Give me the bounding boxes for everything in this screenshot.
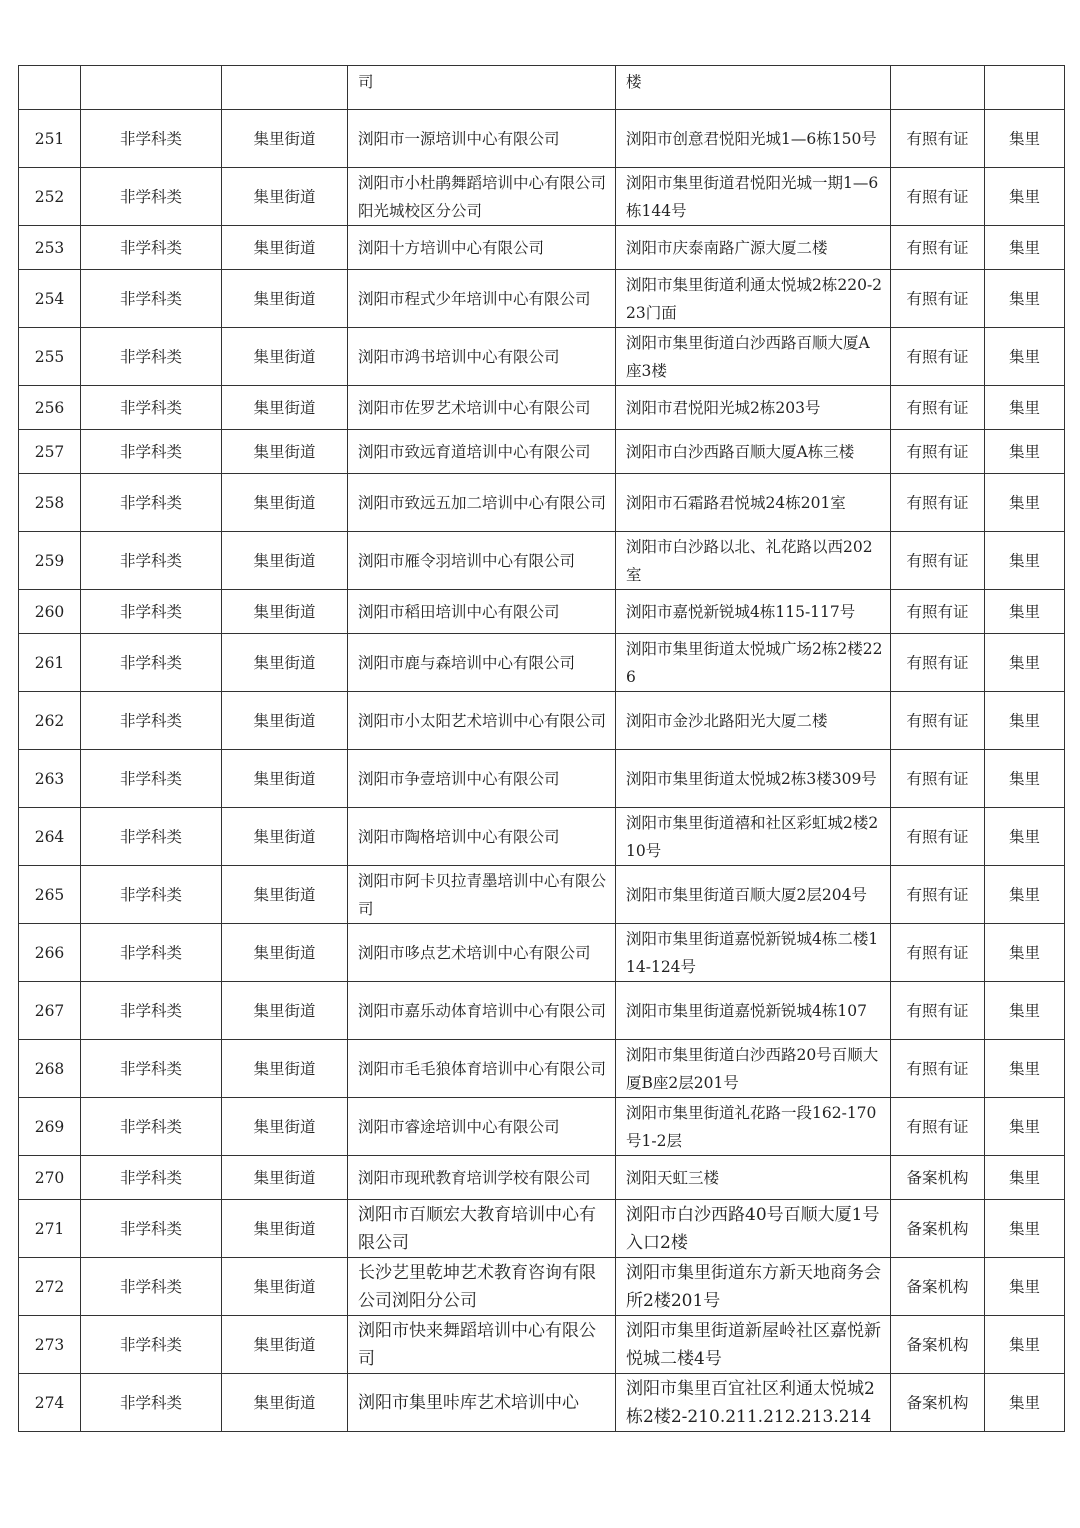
cell-category: 非学科类 [81, 430, 222, 474]
cell-name: 浏阳市集里咔库艺术培训中心 [348, 1374, 616, 1432]
cell-address: 浏阳市嘉悦新锐城4栋115-117号 [616, 590, 891, 634]
cell-category: 非学科类 [81, 866, 222, 924]
cell-status: 有照有证 [891, 1040, 985, 1098]
table-row [19, 1098, 1065, 1156]
cell-address: 浏阳天虹三楼 [616, 1156, 891, 1200]
cell-street: 集里街道 [222, 1098, 348, 1156]
cell-name: 浏阳市小杜鹃舞蹈培训中心有限公司阳光城校区分公司 [348, 168, 616, 226]
cell-status: 有照有证 [891, 982, 985, 1040]
cell-street: 集里街道 [222, 590, 348, 634]
table-row [19, 924, 1065, 982]
cell-category: 非学科类 [81, 328, 222, 386]
cell-name: 长沙艺里乾坤艺术教育咨询有限公司浏阳分公司 [348, 1258, 616, 1316]
cell-street [222, 66, 348, 110]
table-row [19, 692, 1065, 750]
cell-name: 浏阳市致远育道培训中心有限公司 [348, 430, 616, 474]
table-row [19, 226, 1065, 270]
table-row [19, 270, 1065, 328]
table-row [19, 590, 1065, 634]
cell-address: 浏阳市集里街道君悦阳光城一期1—6栋144号 [616, 168, 891, 226]
cell-street: 集里街道 [222, 1316, 348, 1374]
cell-category: 非学科类 [81, 1156, 222, 1200]
cell-status: 有照有证 [891, 270, 985, 328]
cell-category: 非学科类 [81, 1200, 222, 1258]
cell-category: 非学科类 [81, 168, 222, 226]
cell-street: 集里街道 [222, 328, 348, 386]
cell-category: 非学科类 [81, 924, 222, 982]
cell-address: 浏阳市集里街道礼花路一段162-170号1-2层 [616, 1098, 891, 1156]
cell-street: 集里街道 [222, 474, 348, 532]
cell-name: 司 [348, 66, 616, 110]
table-row [19, 168, 1065, 226]
cell-status: 有照有证 [891, 1098, 985, 1156]
cell-address: 浏阳市君悦阳光城2栋203号 [616, 386, 891, 430]
cell-category: 非学科类 [81, 226, 222, 270]
cell-number: 274 [19, 1374, 81, 1432]
cell-number: 260 [19, 590, 81, 634]
cell-address: 浏阳市石霜路君悦城24栋201室 [616, 474, 891, 532]
cell-street: 集里街道 [222, 1156, 348, 1200]
cell-category: 非学科类 [81, 634, 222, 692]
cell-address: 浏阳市集里街道东方新天地商务会所2楼201号 [616, 1258, 891, 1316]
cell-category: 非学科类 [81, 1040, 222, 1098]
cell-number: 254 [19, 270, 81, 328]
cell-name: 浏阳市鹿与森培训中心有限公司 [348, 634, 616, 692]
table-row [19, 634, 1065, 692]
cell-area: 集里 [985, 532, 1065, 590]
cell-name: 浏阳市哆点艺术培训中心有限公司 [348, 924, 616, 982]
cell-category: 非学科类 [81, 1374, 222, 1432]
cell-number: 263 [19, 750, 81, 808]
cell-address: 浏阳市集里街道新屋岭社区嘉悦新悦城二楼4号 [616, 1316, 891, 1374]
table-row [19, 982, 1065, 1040]
cell-category [81, 66, 222, 110]
cell-name: 浏阳市鸿书培训中心有限公司 [348, 328, 616, 386]
cell-status: 有照有证 [891, 924, 985, 982]
cell-category: 非学科类 [81, 532, 222, 590]
cell-category: 非学科类 [81, 1258, 222, 1316]
cell-area: 集里 [985, 430, 1065, 474]
cell-status: 有照有证 [891, 168, 985, 226]
cell-category: 非学科类 [81, 1316, 222, 1374]
cell-area: 集里 [985, 750, 1065, 808]
cell-street: 集里街道 [222, 1040, 348, 1098]
cell-status: 有照有证 [891, 110, 985, 168]
cell-name: 浏阳市陶格培训中心有限公司 [348, 808, 616, 866]
cell-area: 集里 [985, 270, 1065, 328]
cell-number: 259 [19, 532, 81, 590]
cell-category: 非学科类 [81, 270, 222, 328]
table-row [19, 532, 1065, 590]
cell-area: 集里 [985, 168, 1065, 226]
cell-number: 273 [19, 1316, 81, 1374]
cell-street: 集里街道 [222, 808, 348, 866]
cell-status: 备案机构 [891, 1200, 985, 1258]
cell-street: 集里街道 [222, 430, 348, 474]
cell-status: 有照有证 [891, 532, 985, 590]
cell-name: 浏阳十方培训中心有限公司 [348, 226, 616, 270]
cell-status: 有照有证 [891, 808, 985, 866]
cell-name: 浏阳市一源培训中心有限公司 [348, 110, 616, 168]
cell-number: 270 [19, 1156, 81, 1200]
cell-status: 备案机构 [891, 1316, 985, 1374]
cell-category: 非学科类 [81, 110, 222, 168]
cell-number: 256 [19, 386, 81, 430]
cell-status: 有照有证 [891, 692, 985, 750]
cell-status: 有照有证 [891, 430, 985, 474]
cell-area: 集里 [985, 1258, 1065, 1316]
table-row [19, 430, 1065, 474]
cell-area: 集里 [985, 866, 1065, 924]
table-row [19, 1374, 1065, 1432]
cell-name: 浏阳市程式少年培训中心有限公司 [348, 270, 616, 328]
cell-area: 集里 [985, 634, 1065, 692]
cell-number: 255 [19, 328, 81, 386]
cell-address: 浏阳市创意君悦阳光城1—6栋150号 [616, 110, 891, 168]
cell-status: 备案机构 [891, 1258, 985, 1316]
cell-name: 浏阳市嘉乐动体育培训中心有限公司 [348, 982, 616, 1040]
table-row [19, 386, 1065, 430]
cell-category: 非学科类 [81, 590, 222, 634]
cell-number: 264 [19, 808, 81, 866]
cell-street: 集里街道 [222, 924, 348, 982]
cell-number: 258 [19, 474, 81, 532]
cell-address: 浏阳市白沙西路40号百顺大厦1号入口2楼 [616, 1200, 891, 1258]
cell-street: 集里街道 [222, 634, 348, 692]
cell-status: 有照有证 [891, 386, 985, 430]
cell-name: 浏阳市阿卡贝拉青墨培训中心有限公司 [348, 866, 616, 924]
cell-area: 集里 [985, 110, 1065, 168]
table-row [19, 1316, 1065, 1374]
cell-number: 253 [19, 226, 81, 270]
cell-street: 集里街道 [222, 750, 348, 808]
cell-number: 251 [19, 110, 81, 168]
cell-name: 浏阳市睿途培训中心有限公司 [348, 1098, 616, 1156]
table-row [19, 110, 1065, 168]
cell-address: 浏阳市集里街道禧和社区彩虹城2楼210号 [616, 808, 891, 866]
cell-status: 有照有证 [891, 328, 985, 386]
cell-area [985, 66, 1065, 110]
table-row [19, 474, 1065, 532]
cell-status: 备案机构 [891, 1374, 985, 1432]
cell-number: 267 [19, 982, 81, 1040]
cell-area: 集里 [985, 808, 1065, 866]
cell-area: 集里 [985, 590, 1065, 634]
cell-status: 有照有证 [891, 866, 985, 924]
cell-name: 浏阳市致远五加二培训中心有限公司 [348, 474, 616, 532]
cell-category: 非学科类 [81, 474, 222, 532]
cell-name: 浏阳市争壹培训中心有限公司 [348, 750, 616, 808]
cell-address: 浏阳市集里街道太悦城2栋3楼309号 [616, 750, 891, 808]
cell-status: 有照有证 [891, 590, 985, 634]
cell-area: 集里 [985, 226, 1065, 270]
cell-name: 浏阳市现玳教育培训学校有限公司 [348, 1156, 616, 1200]
cell-category: 非学科类 [81, 1098, 222, 1156]
cell-category: 非学科类 [81, 750, 222, 808]
cell-street: 集里街道 [222, 1258, 348, 1316]
cell-category: 非学科类 [81, 808, 222, 866]
continuation-row [19, 66, 1065, 110]
cell-category: 非学科类 [81, 386, 222, 430]
cell-address: 楼 [616, 66, 891, 110]
cell-number: 261 [19, 634, 81, 692]
cell-area: 集里 [985, 1040, 1065, 1098]
cell-category: 非学科类 [81, 982, 222, 1040]
cell-status: 有照有证 [891, 634, 985, 692]
cell-address: 浏阳市集里百宜社区利通太悦城2栋2楼2-210.211.212.213.214 [616, 1374, 891, 1432]
cell-street: 集里街道 [222, 1374, 348, 1432]
cell-number: 269 [19, 1098, 81, 1156]
cell-address: 浏阳市集里街道太悦城广场2栋2楼226 [616, 634, 891, 692]
cell-number: 272 [19, 1258, 81, 1316]
cell-address: 浏阳市集里街道白沙西路20号百顺大厦B座2层201号 [616, 1040, 891, 1098]
cell-area: 集里 [985, 328, 1065, 386]
cell-name: 浏阳市雁令羽培训中心有限公司 [348, 532, 616, 590]
cell-number: 266 [19, 924, 81, 982]
cell-number [19, 66, 81, 110]
cell-number: 268 [19, 1040, 81, 1098]
cell-number: 262 [19, 692, 81, 750]
table-row [19, 1200, 1065, 1258]
cell-address: 浏阳市集里街道嘉悦新锐城4栋二楼114-124号 [616, 924, 891, 982]
cell-street: 集里街道 [222, 226, 348, 270]
cell-street: 集里街道 [222, 532, 348, 590]
table-row [19, 1040, 1065, 1098]
cell-street: 集里街道 [222, 110, 348, 168]
cell-name: 浏阳市快来舞蹈培训中心有限公司 [348, 1316, 616, 1374]
cell-status: 备案机构 [891, 1156, 985, 1200]
institution-table [18, 65, 1065, 1432]
cell-number: 257 [19, 430, 81, 474]
cell-status: 有照有证 [891, 226, 985, 270]
cell-street: 集里街道 [222, 982, 348, 1040]
cell-number: 252 [19, 168, 81, 226]
cell-name: 浏阳市小太阳艺术培训中心有限公司 [348, 692, 616, 750]
cell-area: 集里 [985, 1374, 1065, 1432]
cell-address: 浏阳市白沙西路百顺大厦A栋三楼 [616, 430, 891, 474]
cell-address: 浏阳市金沙北路阳光大厦二楼 [616, 692, 891, 750]
cell-status [891, 66, 985, 110]
cell-street: 集里街道 [222, 386, 348, 430]
cell-area: 集里 [985, 982, 1065, 1040]
cell-address: 浏阳市集里街道白沙西路百顺大厦A座3楼 [616, 328, 891, 386]
cell-address: 浏阳市集里街道嘉悦新锐城4栋107 [616, 982, 891, 1040]
cell-area: 集里 [985, 692, 1065, 750]
cell-street: 集里街道 [222, 1200, 348, 1258]
cell-address: 浏阳市庆泰南路广源大厦二楼 [616, 226, 891, 270]
cell-area: 集里 [985, 1156, 1065, 1200]
cell-area: 集里 [985, 474, 1065, 532]
table-row [19, 808, 1065, 866]
cell-address: 浏阳市白沙路以北、礼花路以西202室 [616, 532, 891, 590]
cell-street: 集里街道 [222, 866, 348, 924]
cell-name: 浏阳市毛毛狼体育培训中心有限公司 [348, 1040, 616, 1098]
table-row [19, 866, 1065, 924]
cell-area: 集里 [985, 924, 1065, 982]
cell-area: 集里 [985, 1200, 1065, 1258]
cell-status: 有照有证 [891, 474, 985, 532]
cell-name: 浏阳市佐罗艺术培训中心有限公司 [348, 386, 616, 430]
cell-name: 浏阳市百顺宏大教育培训中心有限公司 [348, 1200, 616, 1258]
cell-address: 浏阳市集里街道利通太悦城2栋220-223门面 [616, 270, 891, 328]
table-row [19, 1156, 1065, 1200]
cell-number: 271 [19, 1200, 81, 1258]
cell-area: 集里 [985, 386, 1065, 430]
cell-area: 集里 [985, 1316, 1065, 1374]
table-row [19, 328, 1065, 386]
cell-category: 非学科类 [81, 692, 222, 750]
cell-street: 集里街道 [222, 270, 348, 328]
cell-name: 浏阳市稻田培训中心有限公司 [348, 590, 616, 634]
cell-street: 集里街道 [222, 692, 348, 750]
cell-street: 集里街道 [222, 168, 348, 226]
cell-area: 集里 [985, 1098, 1065, 1156]
table-row [19, 750, 1065, 808]
cell-status: 有照有证 [891, 750, 985, 808]
cell-address: 浏阳市集里街道百顺大厦2层204号 [616, 866, 891, 924]
table-row [19, 1258, 1065, 1316]
cell-number: 265 [19, 866, 81, 924]
